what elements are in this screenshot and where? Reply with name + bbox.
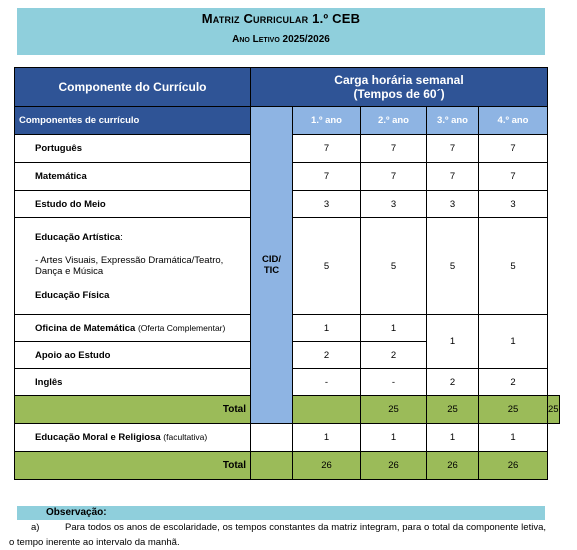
value-cell: 5 bbox=[427, 218, 479, 315]
note-text: Para todos os anos de escolaridade, os tempos constantes da matriz integram, para o total da componente letiva, o tempo inerente ao intervalo da manhã. bbox=[9, 522, 546, 548]
value-cell: 1 bbox=[361, 424, 427, 452]
table-row bbox=[15, 424, 560, 452]
total-empty-cell bbox=[251, 452, 293, 480]
value-cell: - bbox=[293, 369, 361, 396]
year-3-header: 3.º ano bbox=[427, 107, 479, 135]
value-cell: 7 bbox=[427, 163, 479, 191]
oficina-note: (Oferta Complementar) bbox=[137, 322, 226, 333]
value-cell: 1 bbox=[479, 424, 548, 452]
total-row bbox=[15, 452, 560, 480]
value-cell: 3 bbox=[293, 191, 361, 218]
subject-oficina-cell bbox=[15, 315, 251, 342]
note-marker: a) bbox=[31, 522, 40, 533]
subject-estudo-meio: Estudo do Meio bbox=[15, 191, 251, 218]
value-cell: 1 bbox=[361, 315, 427, 342]
value-cell: 7 bbox=[293, 135, 361, 163]
years-header-row bbox=[15, 107, 560, 135]
observation-title: Observação: bbox=[46, 507, 107, 518]
value-cell: 2 bbox=[293, 342, 361, 369]
tic-label: TIC bbox=[263, 265, 280, 276]
value-cell-merged: 1 bbox=[427, 315, 479, 369]
weekly-hours-title: Carga horária semanal bbox=[334, 73, 464, 87]
cid-tic-cell bbox=[251, 107, 293, 424]
total-value: 26 bbox=[361, 452, 427, 480]
total-value: 26 bbox=[427, 452, 479, 480]
value-cell: 7 bbox=[361, 135, 427, 163]
emr-empty-cell bbox=[251, 424, 293, 452]
cid-label: CID/ bbox=[262, 254, 281, 265]
value-cell: 1 bbox=[293, 424, 361, 452]
document-title: Matriz Curricular 1.º CEB bbox=[201, 11, 361, 26]
observation-note bbox=[9, 521, 546, 550]
value-cell: 5 bbox=[479, 218, 548, 315]
value-cell: 7 bbox=[479, 163, 548, 191]
year-2-header: 2.º ano bbox=[361, 107, 427, 135]
subject-artistica: Educação Artística bbox=[35, 231, 121, 243]
weekly-hours-header bbox=[251, 68, 548, 107]
subject-apoio: Apoio ao Estudo bbox=[15, 342, 251, 369]
value-cell: 2 bbox=[427, 369, 479, 396]
components-subheader: Componentes de currículo bbox=[15, 107, 251, 135]
document-header bbox=[17, 8, 545, 55]
subject-portugues: Português bbox=[15, 135, 251, 163]
total-value: 26 bbox=[479, 452, 548, 480]
value-cell-merged: 1 bbox=[479, 315, 548, 369]
value-cell: 2 bbox=[361, 342, 427, 369]
value-cell: - bbox=[361, 369, 427, 396]
value-cell: 2 bbox=[479, 369, 548, 396]
curriculum-matrix-table bbox=[14, 67, 560, 480]
value-cell: 3 bbox=[361, 191, 427, 218]
year-1-header: 1.º ano bbox=[293, 107, 361, 135]
subject-ingles: Inglês bbox=[15, 369, 251, 396]
total-empty-cell bbox=[293, 396, 361, 424]
total-value: 25 bbox=[479, 396, 548, 424]
subject-oficina: Oficina de Matemática bbox=[35, 322, 136, 334]
total-label: Total bbox=[15, 452, 251, 480]
total-value: 25 bbox=[427, 396, 479, 424]
value-cell: 7 bbox=[479, 135, 548, 163]
value-cell: 7 bbox=[361, 163, 427, 191]
label-colon: : bbox=[120, 231, 123, 243]
emr-note: (facultativa) bbox=[163, 432, 208, 442]
observation-header bbox=[17, 506, 545, 520]
value-cell: 1 bbox=[293, 315, 361, 342]
artistica-detail: - Artes Visuais, Expressão Dramática/Teatro, Dança e Música bbox=[35, 254, 224, 277]
value-cell: 5 bbox=[293, 218, 361, 315]
table-header-row bbox=[15, 68, 560, 107]
value-cell: 3 bbox=[427, 191, 479, 218]
total-value: 25 bbox=[548, 396, 560, 424]
value-cell: 1 bbox=[427, 424, 479, 452]
subject-emr: Educação Moral e Religiosa bbox=[35, 432, 161, 443]
total-label: Total bbox=[15, 396, 251, 424]
value-cell: 7 bbox=[427, 135, 479, 163]
year-4-header: 4.º ano bbox=[479, 107, 548, 135]
subject-matematica: Matemática bbox=[15, 163, 251, 191]
total-value: 26 bbox=[293, 452, 361, 480]
value-cell: 3 bbox=[479, 191, 548, 218]
subject-artistica-cell bbox=[15, 218, 251, 315]
document-subtitle: Ano Letivo 2025/2026 bbox=[232, 34, 330, 45]
value-cell: 5 bbox=[361, 218, 427, 315]
value-cell: 7 bbox=[293, 163, 361, 191]
total-value: 25 bbox=[361, 396, 427, 424]
subject-educacao-fisica: Educação Física bbox=[35, 289, 110, 301]
component-column-header: Componente do Currículo bbox=[15, 68, 251, 107]
weekly-hours-unit: (Tempos de 60´) bbox=[353, 87, 445, 101]
subject-emr-cell bbox=[15, 424, 251, 452]
